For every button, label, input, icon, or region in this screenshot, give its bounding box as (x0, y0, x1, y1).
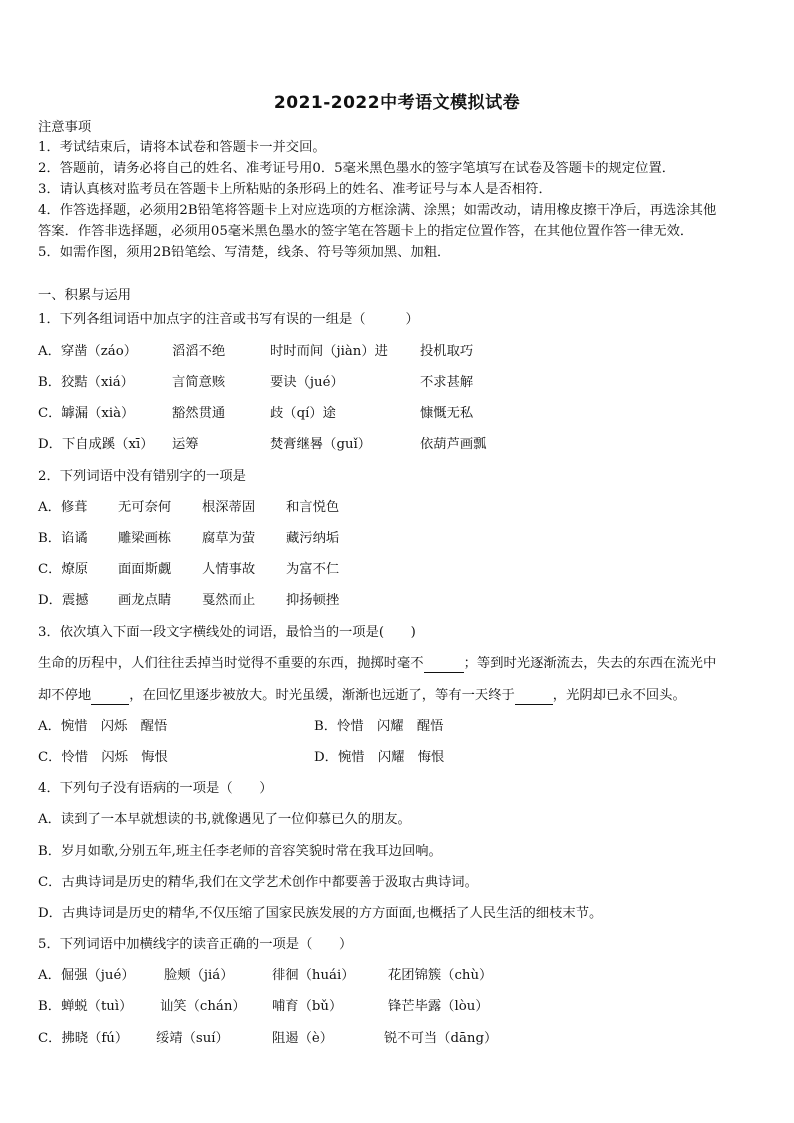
q1-option-c-2: 豁然贯通 (172, 406, 226, 421)
question-2-stem: 2．下列词语中没有错别字的一项是 (38, 469, 246, 484)
q5-option-b-4: 锋芒毕露（lòu） (388, 999, 489, 1014)
q1-option-b-4: 不求甚解 (420, 375, 474, 390)
q5-option-c-1: C．拂晓（fú） (38, 1031, 129, 1046)
q2-option-a-1: A．修葺 (38, 500, 88, 515)
q4-option-c: C．古典诗词是历史的精华,我们在文学艺术创作中都要善于汲取古典诗词。 (38, 875, 478, 890)
q1-option-a-2: 滔滔不绝 (172, 344, 226, 359)
q5-option-c-3: 阻遏（è） (272, 1031, 334, 1046)
q5-option-b-3: 哺育（bǔ） (272, 999, 343, 1014)
q2-option-d-3: 戛然而止 (202, 593, 256, 608)
q3-passage-text: ；等到时光逐渐流去，失去的东西在流光中 (463, 656, 717, 671)
notice-item: 4．作答选择题，必须用2B铅笔将答题卡上对应选项的方框涂满、涂黑；如需改动，请用橡皮擦干净后，再选涂其他 (38, 203, 717, 218)
q2-option-b-1: B．谄谲 (38, 531, 88, 546)
q5-option-c-2: 绥靖（suí） (156, 1031, 229, 1046)
q5-option-b-2: 讪笑（chán） (160, 999, 246, 1014)
fill-blank (515, 688, 553, 705)
q2-option-a-4: 和言悦色 (286, 500, 340, 515)
q5-option-a-4: 花团锦簇（chù） (388, 968, 493, 983)
q4-option-d: D．古典诗词是历史的精华,不仅压缩了国家民族发展的方方面面,也概括了人民生活的细枝末节。 (38, 906, 603, 921)
q1-option-a-3: 时时而间（jiàn）进 (270, 344, 388, 359)
q2-option-b-3: 腐草为萤 (202, 531, 256, 546)
q3-passage-text: 却不停地 (38, 688, 92, 703)
q3-passage-line-2 (38, 688, 686, 705)
question-1-stem: 1．下列各组词语中加点字的注音或书写有误的一组是（ ） (38, 312, 419, 327)
question-4-stem: 4．下列句子没有语病的一项是（ ） (38, 781, 273, 796)
q4-option-a: A．读到了一本早就想读的书,就像遇见了一位仰慕已久的朋友。 (38, 812, 411, 827)
q2-option-c-3: 人情事故 (202, 562, 256, 577)
q3-option-c: C．怜惜 闪烁 悔恨 (38, 750, 168, 765)
q3-option-a: A．惋惜 闪烁 醒悟 (38, 719, 168, 734)
section-heading: 一、积累与运用 (38, 288, 132, 303)
notice-item: 1．考试结束后，请将本试卷和答题卡一并交回。 (38, 140, 326, 155)
q4-option-b: B．岁月如歌,分别五年,班主任李老师的音容笑貌时常在我耳边回响。 (38, 844, 442, 859)
q3-passage-line-1 (38, 656, 716, 673)
q1-option-b-1: B．狡黠（xiá） (38, 375, 134, 390)
q1-option-c-1: C．罅漏（xià） (38, 406, 135, 421)
q1-option-d-4: 依葫芦画瓢 (420, 437, 487, 452)
q1-option-d-2: 运筹 (172, 437, 199, 452)
q1-option-a-4: 投机取巧 (420, 344, 474, 359)
notice-item: 答案．作答非选择题，必须用05毫米黑色墨水的签字笔在答题卡上的指定位置作答，在其他位置作答一律无效． (38, 224, 694, 239)
fill-blank (424, 656, 464, 673)
page-title: 2021-2022中考语文模拟试卷 (273, 93, 521, 113)
q5-option-a-2: 脸颊（jiá） (164, 968, 234, 983)
q3-passage-text: 生命的历程中，人们往往丢掉当时觉得不重要的东西，抛掷时毫不 (38, 656, 424, 671)
q1-option-b-2: 言简意赅 (172, 375, 226, 390)
q1-option-c-3: 歧（qí）途 (270, 406, 336, 421)
q5-option-b-1: B．蝉蜕（tuì） (38, 999, 133, 1014)
q1-option-a-1: A．穿凿（záo） (38, 344, 138, 359)
question-3-stem: 3．依次填入下面一段文字横线处的词语，最恰当的一项是( ) (38, 625, 416, 640)
q2-option-b-4: 藏污纳垢 (286, 531, 340, 546)
q2-option-c-1: C．燎原 (38, 562, 89, 577)
q1-option-c-4: 慷慨无私 (420, 406, 474, 421)
q2-option-c-4: 为富不仁 (286, 562, 340, 577)
q1-option-d-1: D．下自成蹊（xī） (38, 437, 154, 452)
question-5-stem: 5．下列词语中加横线字的读音正确的一项是（ ） (38, 937, 353, 952)
q3-passage-text: ，在回忆里逐步被放大。时光虽缓，渐渐也远逝了，等有一天终于 (129, 688, 515, 703)
notice-heading: 注意事项 (38, 120, 92, 135)
q2-option-d-4: 抑扬顿挫 (286, 593, 340, 608)
q3-option-d: D．惋惜 闪耀 悔恨 (314, 750, 445, 765)
q5-option-c-4: 锐不可当（dāng） (384, 1031, 498, 1046)
q5-option-a-1: A．倔强（jué） (38, 968, 135, 983)
q2-option-a-2: 无可奈何 (118, 500, 172, 515)
notice-item: 2．答题前，请务必将自己的姓名、准考证号用0．5毫米黑色墨水的签字笔填写在试卷及答题卡的规定位置． (38, 161, 676, 176)
q2-option-d-1: D．震撼 (38, 593, 89, 608)
q2-option-a-3: 根深蒂固 (202, 500, 256, 515)
q2-option-b-2: 雕梁画栋 (118, 531, 172, 546)
q5-option-a-3: 徘徊（huái） (272, 968, 355, 983)
notice-item: 3．请认真核对监考员在答题卡上所粘贴的条形码上的姓名、准考证号与本人是否相符． (38, 182, 552, 197)
q3-option-b: B．怜惜 闪耀 醒悟 (314, 719, 444, 734)
fill-blank (91, 688, 129, 705)
q1-option-d-3: 焚膏继晷（guǐ） (270, 437, 372, 452)
q3-passage-text: ，光阴却已永不回头。 (552, 688, 686, 703)
q2-option-c-2: 面面斯觑 (118, 562, 172, 577)
q2-option-d-2: 画龙点睛 (118, 593, 172, 608)
q1-option-b-3: 要诀（jué） (270, 375, 344, 390)
notice-item: 5．如需作图，须用2B铅笔绘、写清楚，线条、符号等须加黑、加粗． (38, 245, 451, 260)
